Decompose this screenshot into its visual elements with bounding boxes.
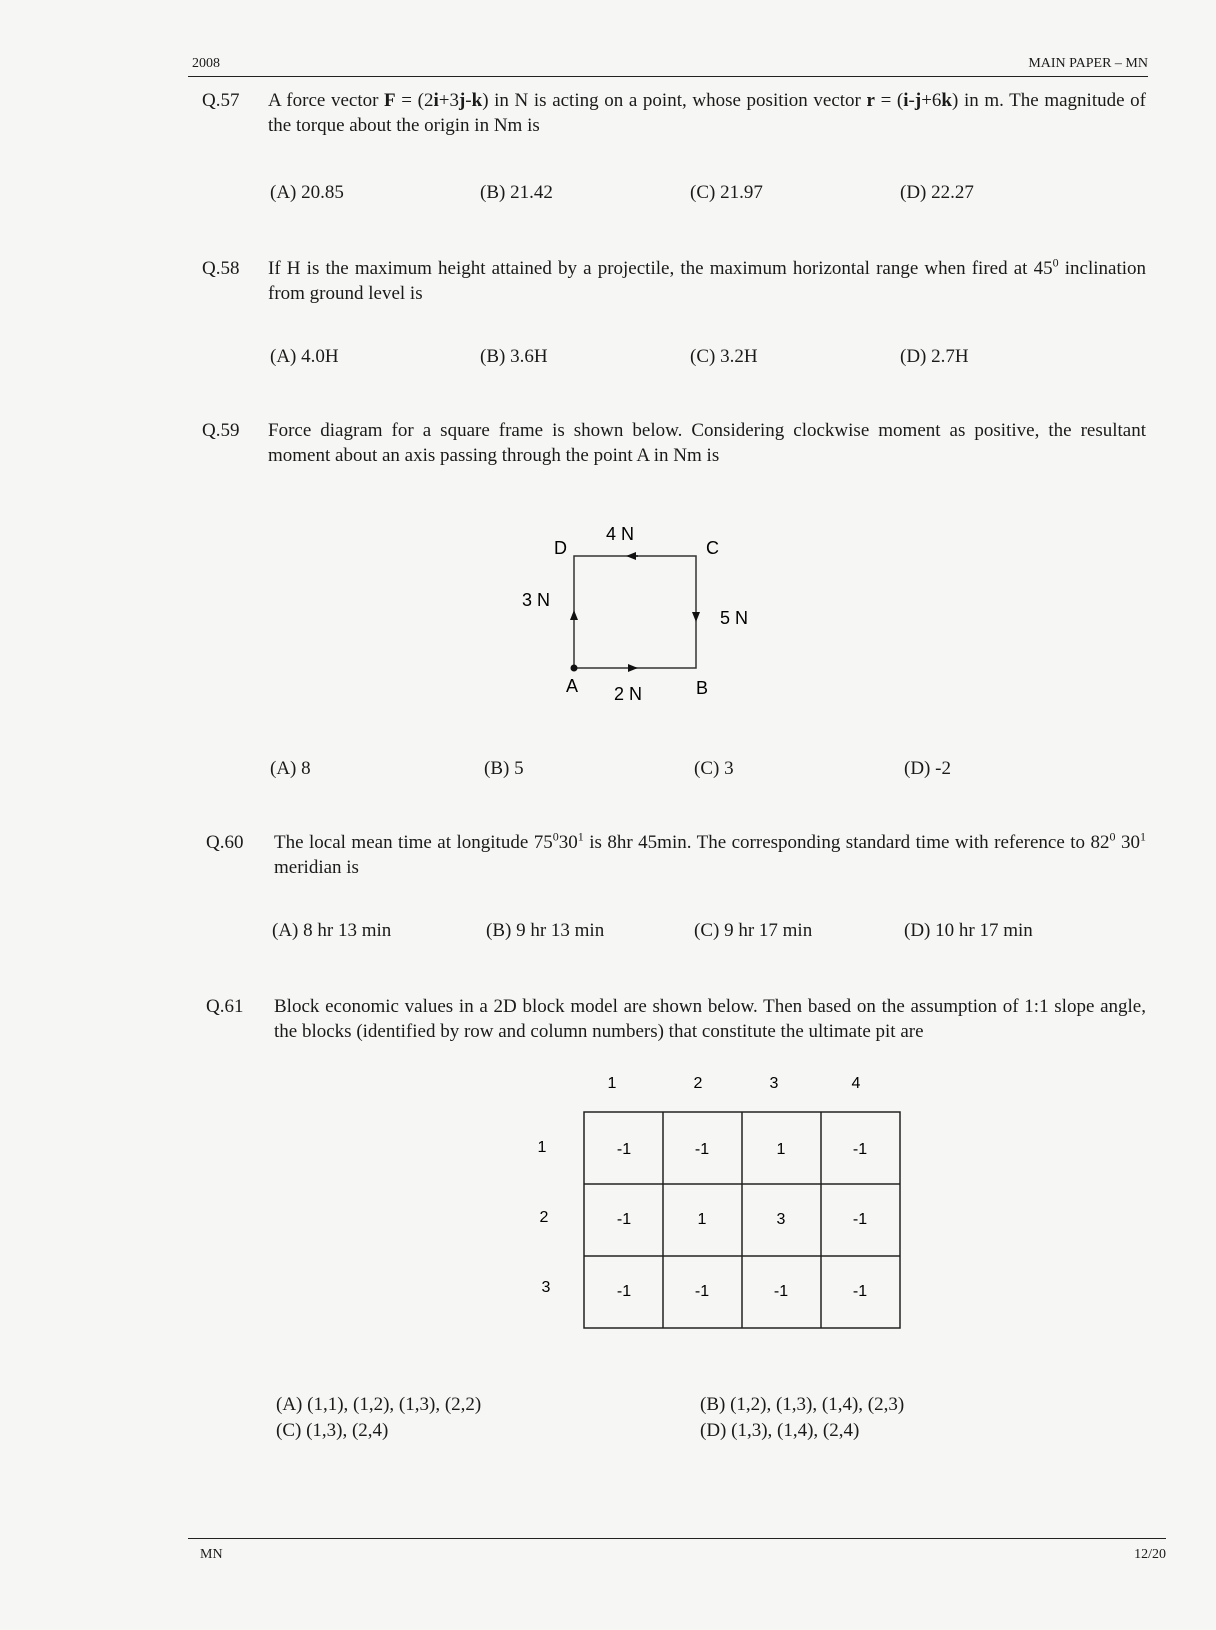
- option-d: (D) 10 hr 17 min: [904, 920, 1033, 941]
- arrowhead-2n: [628, 664, 638, 672]
- option-d: (D) (1,3), (1,4), (2,4): [700, 1420, 860, 1441]
- option-d: (D) -2: [904, 758, 951, 779]
- row-header: 1: [537, 1139, 547, 1156]
- question-number: Q.60: [206, 832, 244, 853]
- cell: -1: [852, 1141, 868, 1158]
- option-c: (C) (1,3), (2,4): [276, 1420, 389, 1441]
- option-c: (C) 3.2H: [690, 346, 758, 367]
- cell: -1: [616, 1141, 632, 1158]
- cell: 3: [776, 1211, 786, 1228]
- cell: 1: [776, 1141, 786, 1158]
- option-b: (B) 5: [484, 758, 524, 779]
- arrowhead-4n: [626, 552, 636, 560]
- page-number: 12/20: [1134, 1547, 1166, 1562]
- question-number: Q.57: [202, 90, 240, 111]
- cell: -1: [694, 1283, 710, 1300]
- cell: -1: [616, 1211, 632, 1228]
- column-headers: [608, 1075, 861, 1092]
- option-a: (A) 8: [270, 758, 311, 779]
- col-header: 4: [851, 1075, 861, 1092]
- arrowhead-5n: [692, 612, 700, 622]
- cell: -1: [616, 1283, 632, 1300]
- corner-c: C: [706, 538, 719, 558]
- footer-code: MN: [200, 1547, 223, 1562]
- col-header: 1: [607, 1075, 617, 1092]
- question-text: Block economic values in a 2D block model are shown below. Then based on the assumption of 1:1 slope angle, the blocks (identified by row and column numbers) that constitute the ultimate pit are: [274, 996, 1146, 1042]
- cell: -1: [694, 1141, 710, 1158]
- option-a: (A) 20.85: [270, 182, 344, 203]
- option-a: (A) 8 hr 13 min: [272, 920, 392, 941]
- cell: 1: [697, 1211, 707, 1228]
- question-text: If H is the maximum height attained by a projectile, the maximum horizontal range when fired at $45^0$ inclination from ground level is: [268, 255, 1147, 304]
- square-frame-diagram: [510, 520, 750, 710]
- col-header: 3: [769, 1075, 779, 1092]
- force-label-4n: 4 N: [606, 524, 635, 544]
- option-c: (C) 9 hr 17 min: [694, 920, 813, 941]
- option-a: (A) 4.0H: [270, 346, 339, 367]
- corner-b: B: [696, 678, 709, 698]
- question-text: The local mean time at longitude $75^030^1$ is 8hr 45min. The corresponding standard time with reference to $82^0$ $30^1$ meridian is: [274, 829, 1147, 878]
- option-c: (C) 21.97: [690, 182, 763, 203]
- point-a-dot: [571, 665, 578, 672]
- page-footer: [188, 1538, 1166, 1569]
- option-d: (D) 2.7H: [900, 346, 969, 367]
- header-year: 2008: [192, 56, 220, 71]
- cell: -1: [852, 1211, 868, 1228]
- question-number: Q.61: [206, 996, 244, 1017]
- option-c: (C) 3: [694, 758, 734, 779]
- option-b: (B) 9 hr 13 min: [486, 920, 605, 941]
- option-b: (B) 21.42: [480, 182, 553, 203]
- block-model-grid: [520, 1068, 920, 1338]
- question-text: A force vector F = (2i+3j-k) in N is acting on a point, whose position vector r = (i-j+6k) in m. The magnitude of the torque about the origin in Nm is: [268, 90, 1146, 136]
- force-label-2n: 2 N: [614, 684, 643, 704]
- row-header: 3: [541, 1279, 551, 1296]
- force-label-3n: 3 N: [522, 590, 551, 610]
- question-text: Force diagram for a square frame is shown below. Considering clockwise moment as positive, the resultant moment about an axis passing through the point A in Nm is: [268, 420, 1146, 466]
- square-frame: [574, 556, 696, 668]
- question-number: Q.58: [202, 258, 240, 279]
- row-header: 2: [539, 1209, 549, 1226]
- option-b: (B) (1,2), (1,3), (1,4), (2,3): [700, 1394, 905, 1415]
- question-number: Q.59: [202, 420, 240, 441]
- arrowhead-3n: [570, 610, 578, 620]
- header-paper: MAIN PAPER – MN: [1028, 56, 1148, 71]
- corner-d: D: [554, 538, 567, 558]
- force-label-5n: 5 N: [720, 608, 749, 628]
- option-d: (D) 22.27: [900, 182, 974, 203]
- col-header: 2: [693, 1075, 703, 1092]
- row-headers: [538, 1139, 551, 1296]
- page-header: [188, 54, 1148, 77]
- option-a: (A) (1,1), (1,2), (1,3), (2,2): [276, 1394, 482, 1415]
- cell: -1: [773, 1283, 789, 1300]
- corner-a: A: [566, 676, 579, 696]
- cell: -1: [852, 1283, 868, 1300]
- option-b: (B) 3.6H: [480, 346, 548, 367]
